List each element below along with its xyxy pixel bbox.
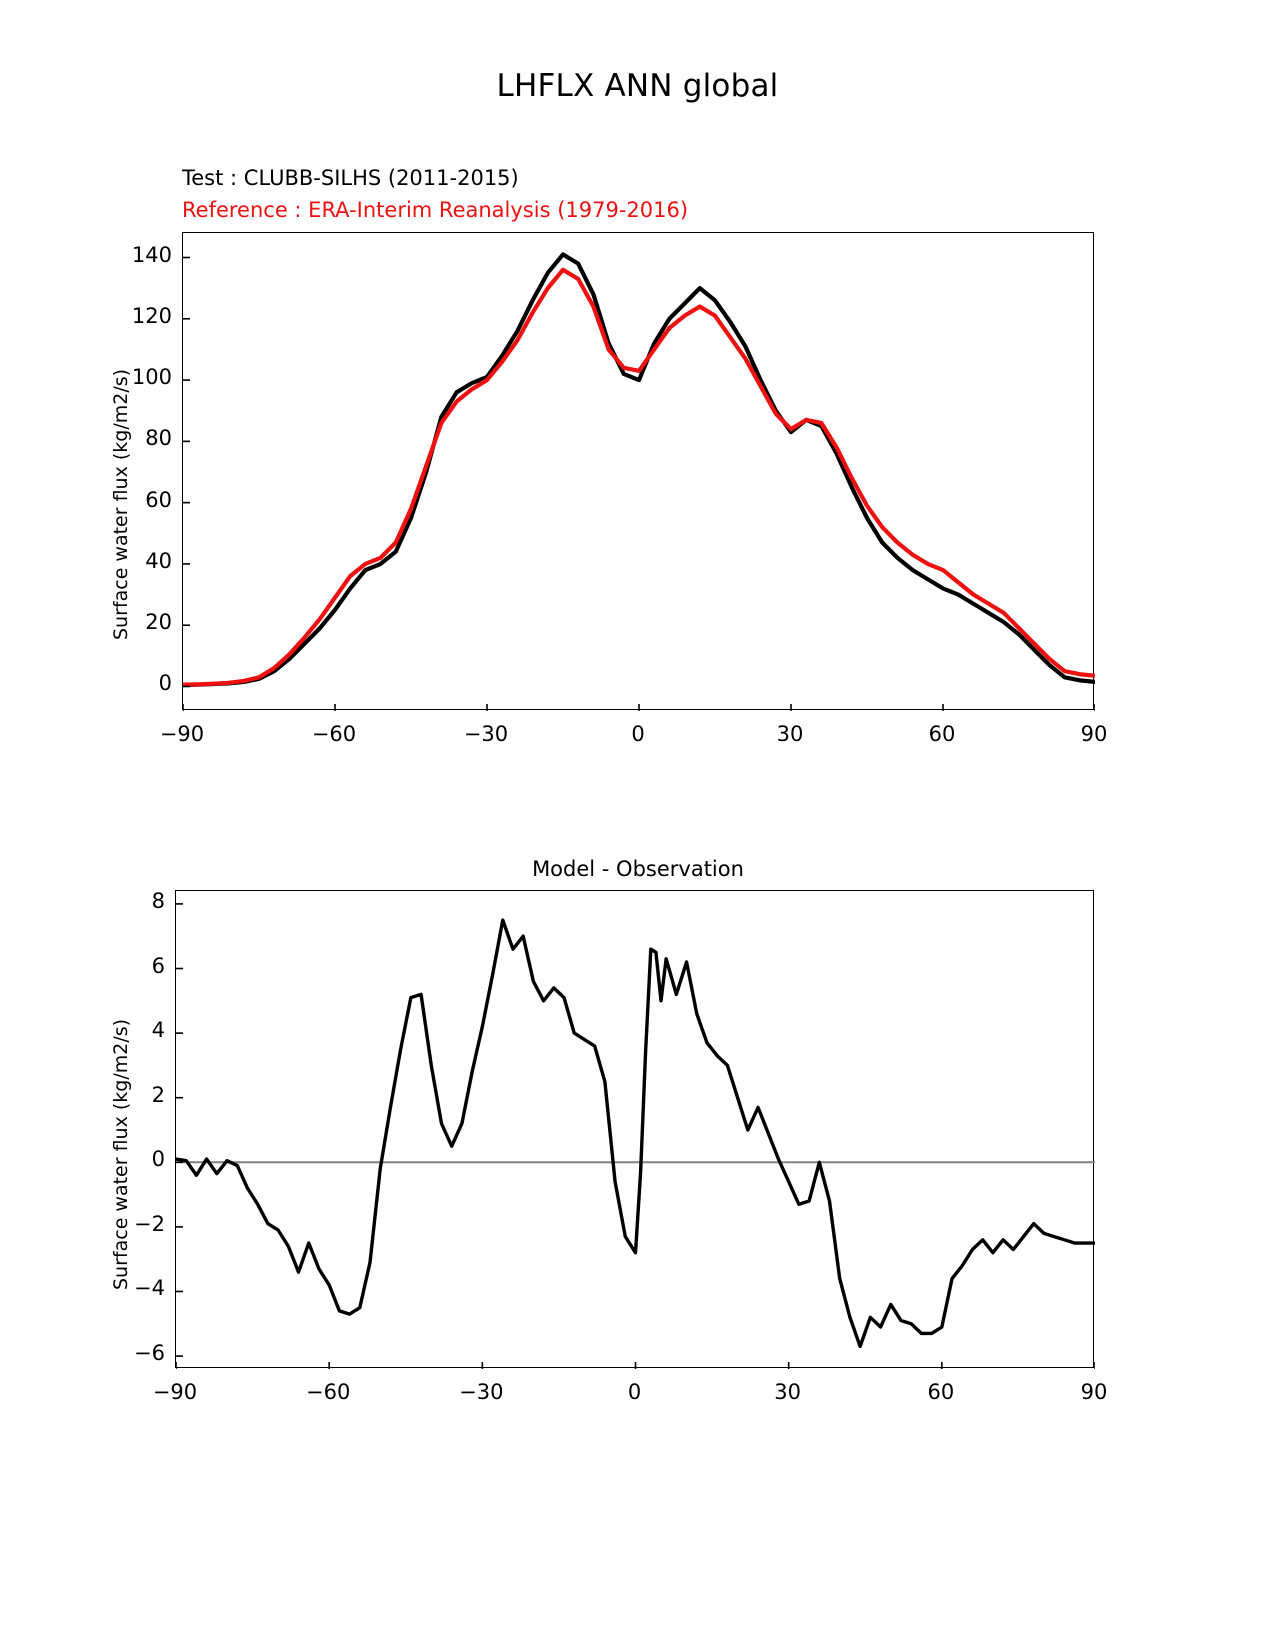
legend-reference-label: Reference : ERA-Interim Reanalysis (1979-2016) (182, 198, 689, 222)
y-axis-tick-label: 6 (151, 953, 165, 978)
top-panel-series-svg (183, 233, 1095, 711)
top-panel-plot-area (182, 232, 1094, 710)
bottom-panel-plot-area (175, 890, 1094, 1368)
x-axis-tick-label: 30 (776, 722, 804, 746)
y-axis-tick-label: 4 (151, 1018, 165, 1043)
y-axis-tick-label: −2 (134, 1211, 165, 1236)
x-axis-tick-label: 90 (1080, 1380, 1108, 1404)
bottom-panel-ylabel: Surface water flux (kg/m2/s) (110, 1018, 132, 1290)
y-axis-tick-label: 20 (145, 610, 172, 635)
y-axis-tick-label: −4 (134, 1276, 165, 1301)
y-axis-tick-label: −6 (134, 1341, 165, 1366)
x-axis-tick-label: −30 (463, 722, 509, 746)
y-axis-tick-label: 0 (158, 671, 172, 696)
legend-test-label: Test : CLUBB-SILHS (2011-2015) (182, 166, 519, 190)
x-axis-tick-label: −60 (305, 1380, 351, 1404)
bottom-panel-series-svg (176, 891, 1095, 1369)
y-axis-tick-label: 80 (145, 426, 172, 451)
x-axis-tick-label: −90 (152, 1380, 198, 1404)
x-axis-tick-label: 30 (774, 1380, 802, 1404)
x-axis-tick-label: 60 (928, 722, 956, 746)
y-axis-tick-label: 120 (131, 303, 172, 328)
y-axis-tick-label: 40 (145, 548, 172, 573)
x-axis-tick-label: −60 (311, 722, 357, 746)
x-axis-tick-label: −90 (159, 722, 205, 746)
x-axis-tick-label: 60 (927, 1380, 955, 1404)
y-axis-tick-label: 0 (151, 1147, 165, 1172)
data-series-line-1 (183, 270, 1095, 685)
y-axis-tick-label: 60 (145, 487, 172, 512)
figure-title: LHFLX ANN global (496, 68, 779, 104)
y-axis-tick-label: 100 (131, 365, 172, 390)
x-axis-tick-label: 0 (627, 1380, 642, 1404)
y-axis-tick-label: 2 (151, 1082, 165, 1107)
y-axis-tick-label: 8 (151, 888, 165, 913)
y-axis-tick-label: 140 (131, 242, 172, 267)
x-axis-tick-label: 90 (1080, 722, 1108, 746)
data-series-line-0 (176, 920, 1095, 1346)
x-axis-tick-label: −30 (459, 1380, 504, 1404)
top-panel-ylabel: Surface water flux (kg/m2/s) (110, 368, 132, 640)
bottom-panel-title: Model - Observation (532, 857, 744, 881)
x-axis-tick-label: 0 (631, 722, 645, 746)
